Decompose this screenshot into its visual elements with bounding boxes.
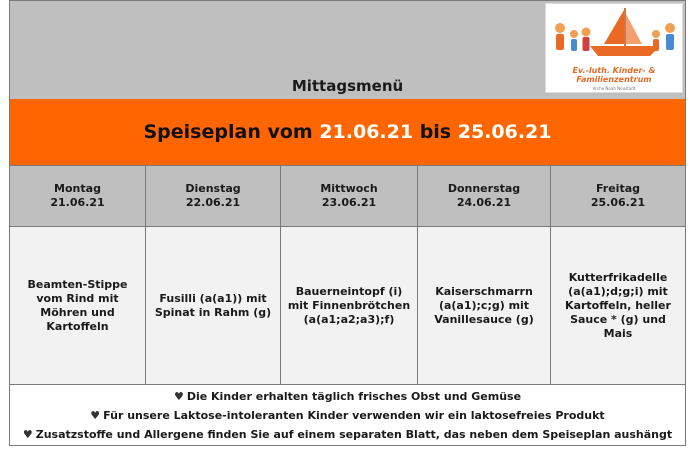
banner-date-to: 25.06.21 [457, 121, 552, 143]
heart-icon: ♥ [173, 390, 184, 403]
day-header [551, 166, 685, 227]
week-banner [10, 99, 685, 165]
day-date: 23.06.21 [321, 196, 377, 209]
day-meal: Beamten-Stippe vom Rind mit Möhren und Kartoffeln [10, 227, 145, 384]
day-meal: Fusilli (a(a1)) mit Spinat in Rahm (g) [146, 227, 280, 384]
center-logo [545, 3, 683, 93]
day-date: 21.06.21 [50, 196, 105, 209]
day-header [10, 166, 145, 227]
day-name: Donnerstag [447, 182, 521, 195]
day-date: 24.06.21 [456, 196, 512, 209]
day-column-friday [551, 166, 685, 384]
note-text: Die Kinder erhalten täglich frisches Obst und Gemüse [186, 390, 522, 403]
day-name: Mittwoch [320, 182, 378, 195]
day-header [146, 166, 280, 227]
banner-middle: bis [413, 121, 458, 143]
banner-date-from: 21.06.21 [319, 121, 414, 143]
menu-sheet [9, 0, 686, 446]
heart-icon: ♥ [22, 428, 33, 441]
logo-subtext: Arche Noah Neustadt [592, 86, 636, 91]
logo-text: Ev.-luth. Kinder- & Familienzentrum [572, 66, 656, 84]
sailboat-family-icon [546, 4, 682, 64]
day-column-monday [10, 166, 146, 384]
notes-section [10, 384, 685, 446]
note-item [23, 425, 672, 444]
banner-prefix: Speiseplan vom [143, 121, 320, 143]
day-meal: Kaiserschmarrn (a(a1);c;g) mit Vanillesauce (g) [418, 227, 550, 384]
day-name: Dienstag [185, 182, 241, 195]
day-date: 25.06.21 [590, 196, 646, 209]
day-column-tuesday [146, 166, 281, 384]
day-column-wednesday [281, 166, 418, 384]
note-item [174, 387, 521, 406]
day-column-thursday [418, 166, 551, 384]
note-text: Für unsere Laktose-intoleranten Kinder verwenden wir ein laktosefreies Produkt [103, 409, 605, 422]
menu-title: Mittagsmenü [291, 77, 404, 95]
day-meal: Kutterfrikadelle (a(a1);d;g;i) mit Kartoffeln, heller Sauce * (g) und Mais [551, 227, 685, 384]
weekday-columns [10, 165, 685, 384]
note-item [90, 406, 604, 425]
day-date: 22.06.21 [185, 196, 241, 209]
heart-icon: ♥ [90, 409, 101, 422]
day-header [418, 166, 550, 227]
header-band [10, 1, 685, 99]
day-name: Montag [54, 182, 101, 195]
day-meal: Bauerneintopf (i) mit Finnenbrötchen (a(a1;a2;a3);f) [281, 227, 417, 384]
note-text: Zusatzstoffe und Allergene finden Sie auf einem separaten Blatt, das neben dem Speiseplan aushängt [35, 428, 673, 441]
day-name: Freitag [595, 182, 641, 195]
day-header [281, 166, 417, 227]
